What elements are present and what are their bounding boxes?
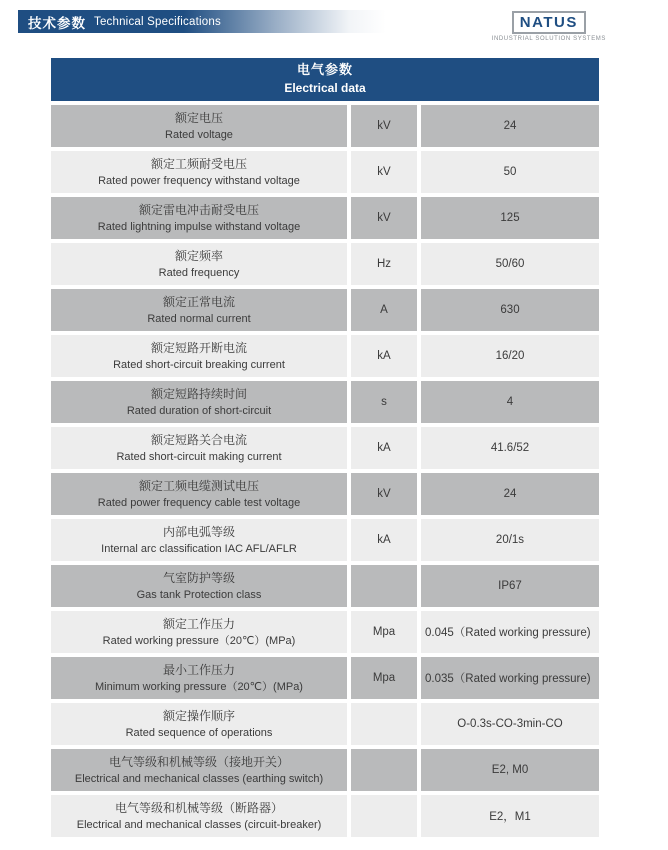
section-header-bar — [18, 10, 386, 33]
spec-label-en: Rated power frequency withstand voltage — [98, 174, 300, 187]
spec-label-en: Rated short-circuit making current — [116, 450, 282, 463]
spec-value-cell: 20/1s — [421, 519, 599, 561]
brand-logo — [492, 11, 606, 42]
spec-label-zh: 电气等级和机械等级（断路器） — [114, 801, 283, 816]
spec-label-cell — [51, 105, 347, 147]
spec-table-body — [51, 105, 599, 837]
spec-unit-cell — [351, 795, 417, 837]
section-title-en: Technical Specifications — [94, 15, 221, 28]
spec-label-en: Rated working pressure（20℃）(MPa) — [102, 634, 296, 647]
spec-label-cell — [51, 657, 347, 699]
spec-label-en: Rated power frequency cable test voltage — [97, 496, 301, 509]
table-row — [51, 703, 599, 745]
table-row — [51, 749, 599, 791]
spec-label-en: Rated short-circuit breaking current — [113, 358, 285, 371]
spec-label-cell — [51, 289, 347, 331]
spec-label-zh: 额定短路持续时间 — [150, 387, 247, 402]
table-row — [51, 289, 599, 331]
spec-label-zh: 额定正常电流 — [162, 295, 235, 310]
spec-label-en: Rated normal current — [147, 312, 251, 325]
spec-unit-cell: kV — [351, 151, 417, 193]
spec-label-en: Gas tank Protection class — [136, 588, 262, 601]
spec-label-en: Rated duration of short-circuit — [126, 404, 272, 417]
table-row — [51, 243, 599, 285]
spec-label-zh: 额定工频电缆测试电压 — [138, 479, 259, 494]
spec-value-cell: 0.035（Rated working pressure) — [421, 657, 599, 699]
spec-value-cell: 41.6/52 — [421, 427, 599, 469]
spec-value-cell: 630 — [421, 289, 599, 331]
spec-unit-cell: kA — [351, 519, 417, 561]
spec-label-zh: 额定频率 — [174, 249, 223, 264]
spec-label-cell — [51, 519, 347, 561]
table-row — [51, 427, 599, 469]
spec-label-en: Internal arc classification IAC AFL/AFLR — [101, 542, 297, 555]
table-row — [51, 519, 599, 561]
spec-unit-cell: Mpa — [351, 657, 417, 699]
spec-value-cell: 50/60 — [421, 243, 599, 285]
spec-label-zh: 额定短路关合电流 — [150, 433, 247, 448]
spec-table-title-zh: 电气参数 — [296, 62, 353, 78]
spec-unit-cell: Hz — [351, 243, 417, 285]
spec-label-en: Rated voltage — [165, 128, 233, 141]
spec-label-cell — [51, 565, 347, 607]
spec-unit-cell — [351, 749, 417, 791]
spec-label-zh: 额定操作顺序 — [162, 709, 235, 724]
spec-label-en: Electrical and mechanical classes (earthing switch) — [74, 772, 324, 785]
table-row — [51, 151, 599, 193]
spec-value-cell: 16/20 — [421, 335, 599, 377]
spec-table-title-en: Electrical data — [284, 81, 366, 96]
spec-unit-cell: A — [351, 289, 417, 331]
spec-label-zh: 额定雷电冲击耐受电压 — [138, 203, 259, 218]
spec-label-zh: 额定电压 — [174, 111, 223, 126]
spec-unit-cell: Mpa — [351, 611, 417, 653]
table-row — [51, 473, 599, 515]
spec-label-cell — [51, 611, 347, 653]
spec-value-cell: 0.045（Rated working pressure) — [421, 611, 599, 653]
spec-label-zh: 电气等级和机械等级（接地开关） — [108, 755, 289, 770]
spec-value-cell: O-0.3s-CO-3min-CO — [421, 703, 599, 745]
table-row — [51, 657, 599, 699]
spec-value-cell: 24 — [421, 105, 599, 147]
spec-unit-cell: kV — [351, 473, 417, 515]
spec-label-cell — [51, 427, 347, 469]
spec-label-zh: 最小工作压力 — [162, 663, 235, 678]
spec-label-en: Rated lightning impulse withstand voltage — [97, 220, 301, 233]
spec-label-cell — [51, 151, 347, 193]
table-row — [51, 197, 599, 239]
spec-label-cell — [51, 703, 347, 745]
spec-label-en: Electrical and mechanical classes (circuit-breaker) — [76, 818, 322, 831]
spec-label-cell — [51, 381, 347, 423]
spec-unit-cell: kA — [351, 427, 417, 469]
spec-label-zh: 气室防护等级 — [162, 571, 235, 586]
spec-value-cell: IP67 — [421, 565, 599, 607]
spec-label-cell — [51, 335, 347, 377]
table-row — [51, 611, 599, 653]
brand-logo-tagline: INDUSTRIAL SOLUTION SYSTEMS — [491, 36, 606, 42]
table-row — [51, 381, 599, 423]
spec-label-cell — [51, 473, 347, 515]
spec-unit-cell: kA — [351, 335, 417, 377]
spec-label-cell — [51, 197, 347, 239]
spec-table-header — [51, 58, 599, 101]
table-row — [51, 565, 599, 607]
spec-value-cell: 24 — [421, 473, 599, 515]
spec-unit-cell: kV — [351, 197, 417, 239]
spec-label-cell — [51, 243, 347, 285]
spec-label-zh: 额定短路开断电流 — [150, 341, 247, 356]
spec-unit-cell: s — [351, 381, 417, 423]
spec-label-zh: 额定工频耐受电压 — [150, 157, 247, 172]
spec-value-cell: E2，M1 — [421, 795, 599, 837]
spec-label-en: Rated sequence of operations — [125, 726, 273, 739]
brand-logo-wordmark: NATUS — [512, 11, 586, 34]
table-row — [51, 105, 599, 147]
spec-label-en: Minimum working pressure（20℃）(MPa) — [95, 680, 303, 693]
spec-unit-cell — [351, 703, 417, 745]
spec-value-cell: 125 — [421, 197, 599, 239]
section-title-zh: 技术参数 — [28, 15, 86, 31]
spec-value-cell: 4 — [421, 381, 599, 423]
spec-label-cell — [51, 749, 347, 791]
spec-label-cell — [51, 795, 347, 837]
table-row — [51, 795, 599, 837]
spec-unit-cell: kV — [351, 105, 417, 147]
spec-label-zh: 内部电弧等级 — [162, 525, 235, 540]
spec-table — [51, 58, 599, 837]
spec-value-cell: 50 — [421, 151, 599, 193]
spec-label-en: Rated frequency — [158, 266, 240, 279]
spec-unit-cell — [351, 565, 417, 607]
spec-value-cell: E2, M0 — [421, 749, 599, 791]
table-row — [51, 335, 599, 377]
spec-label-zh: 额定工作压力 — [162, 617, 235, 632]
